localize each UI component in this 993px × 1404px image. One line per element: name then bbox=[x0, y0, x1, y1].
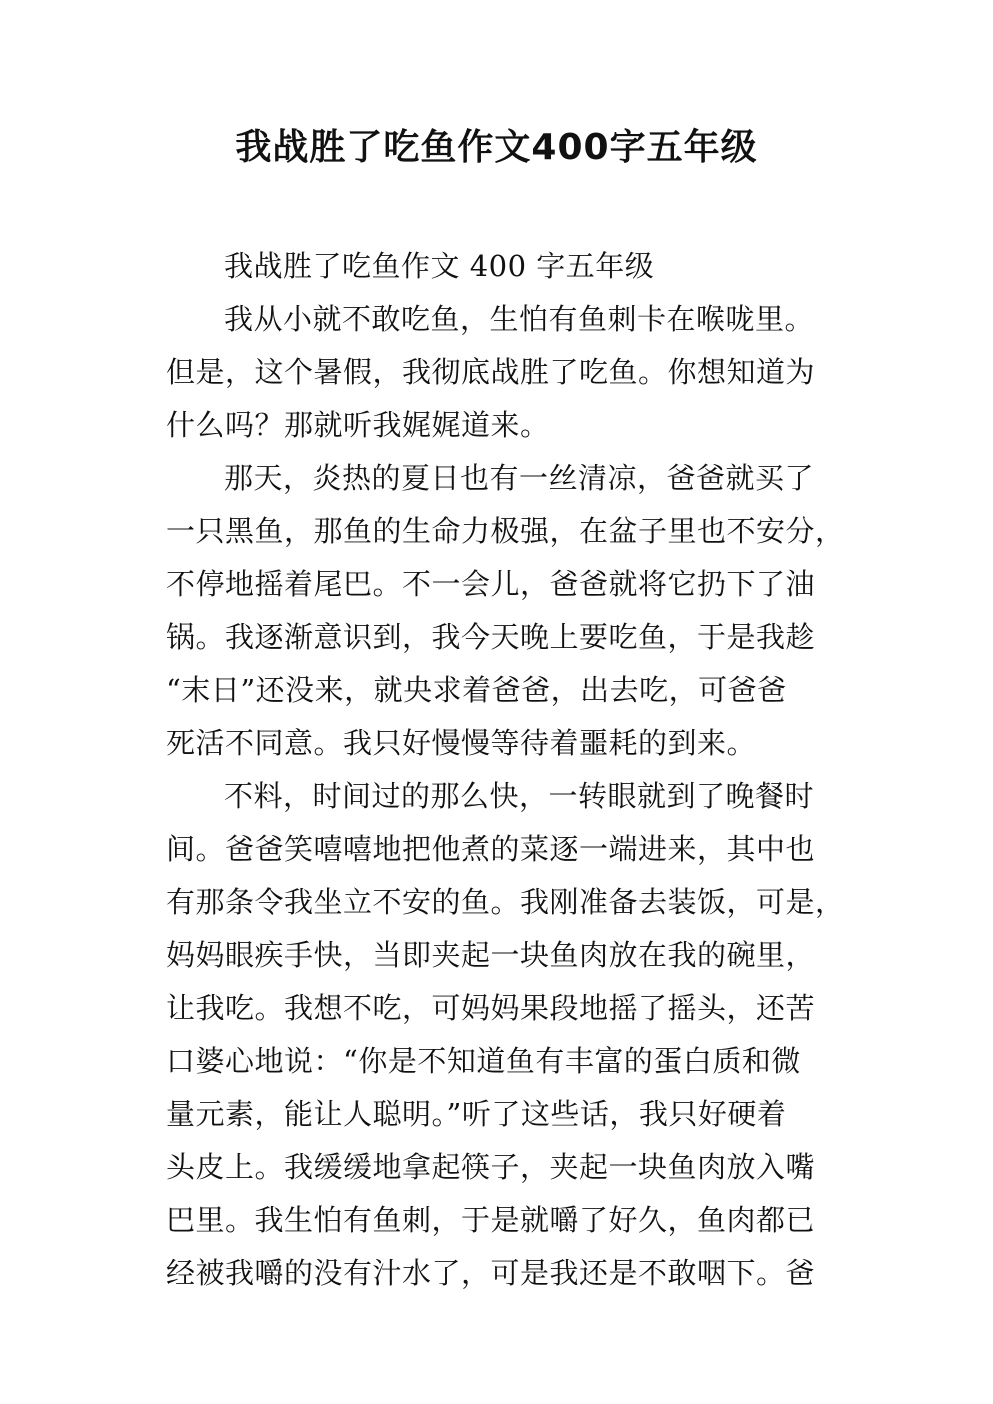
paragraph-subtitle bbox=[166, 240, 836, 293]
text-line: 什么吗？那就听我娓娓道来。 bbox=[166, 408, 550, 442]
text-line: 妈妈眼疾手快，当即夹起一块鱼肉放在我的碗里， bbox=[166, 938, 816, 972]
text-line: “末日”还没来，就央求着爸爸，出去吃，可爸爸 bbox=[166, 673, 787, 707]
text-line: 不停地摇着尾巴。不一会儿，爸爸就将它扔下了油 bbox=[166, 567, 816, 601]
paragraph-3 bbox=[166, 770, 845, 1300]
paragraph-2 bbox=[166, 452, 845, 770]
text-line: 有那条令我坐立不安的鱼。我刚准备去装饭，可是， bbox=[166, 885, 845, 919]
text-line: 我从小就不敢吃鱼，生怕有鱼刺卡在喉咙里。 bbox=[224, 302, 815, 336]
document-body bbox=[166, 240, 845, 1300]
document-title: 我战胜了吃鱼作文400字五年级 bbox=[235, 127, 758, 168]
text-line: 我战胜了吃鱼作文 400 字五年级 bbox=[224, 249, 655, 283]
text-line: 口婆心地说：“你是不知道鱼有丰富的蛋白质和微 bbox=[166, 1044, 801, 1078]
text-line: 一只黑鱼，那鱼的生命力极强，在盆子里也不安分， bbox=[166, 514, 845, 548]
text-line: 那天，炎热的夏日也有一丝清凉，爸爸就买了 bbox=[224, 461, 815, 495]
text-line: 量元素，能让人聪明。”听了这些话，我只好硬着 bbox=[166, 1097, 787, 1131]
paragraph-1 bbox=[166, 293, 836, 452]
text-line: 死活不同意。我只好慢慢等待着噩耗的到来。 bbox=[166, 726, 757, 760]
text-line: 巴里。我生怕有鱼刺，于是就嚼了好久，鱼肉都已 bbox=[166, 1203, 816, 1237]
text-line: 间。爸爸笑嘻嘻地把他煮的菜逐一端进来，其中也 bbox=[166, 832, 816, 866]
text-line: 头皮上。我缓缓地拿起筷子，夹起一块鱼肉放入嘴 bbox=[166, 1150, 816, 1184]
text-line: 经被我嚼的没有汁水了，可是我还是不敢咽下。爸 bbox=[166, 1256, 816, 1290]
text-line: 让我吃。我想不吃，可妈妈果段地摇了摇头，还苦 bbox=[166, 991, 816, 1025]
text-line: 但是，这个暑假，我彻底战胜了吃鱼。你想知道为 bbox=[166, 355, 816, 389]
text-line: 锅。我逐渐意识到，我今天晚上要吃鱼，于是我趁 bbox=[166, 620, 816, 654]
text-line: 不料，时间过的那么快，一转眼就到了晚餐时 bbox=[224, 779, 815, 813]
